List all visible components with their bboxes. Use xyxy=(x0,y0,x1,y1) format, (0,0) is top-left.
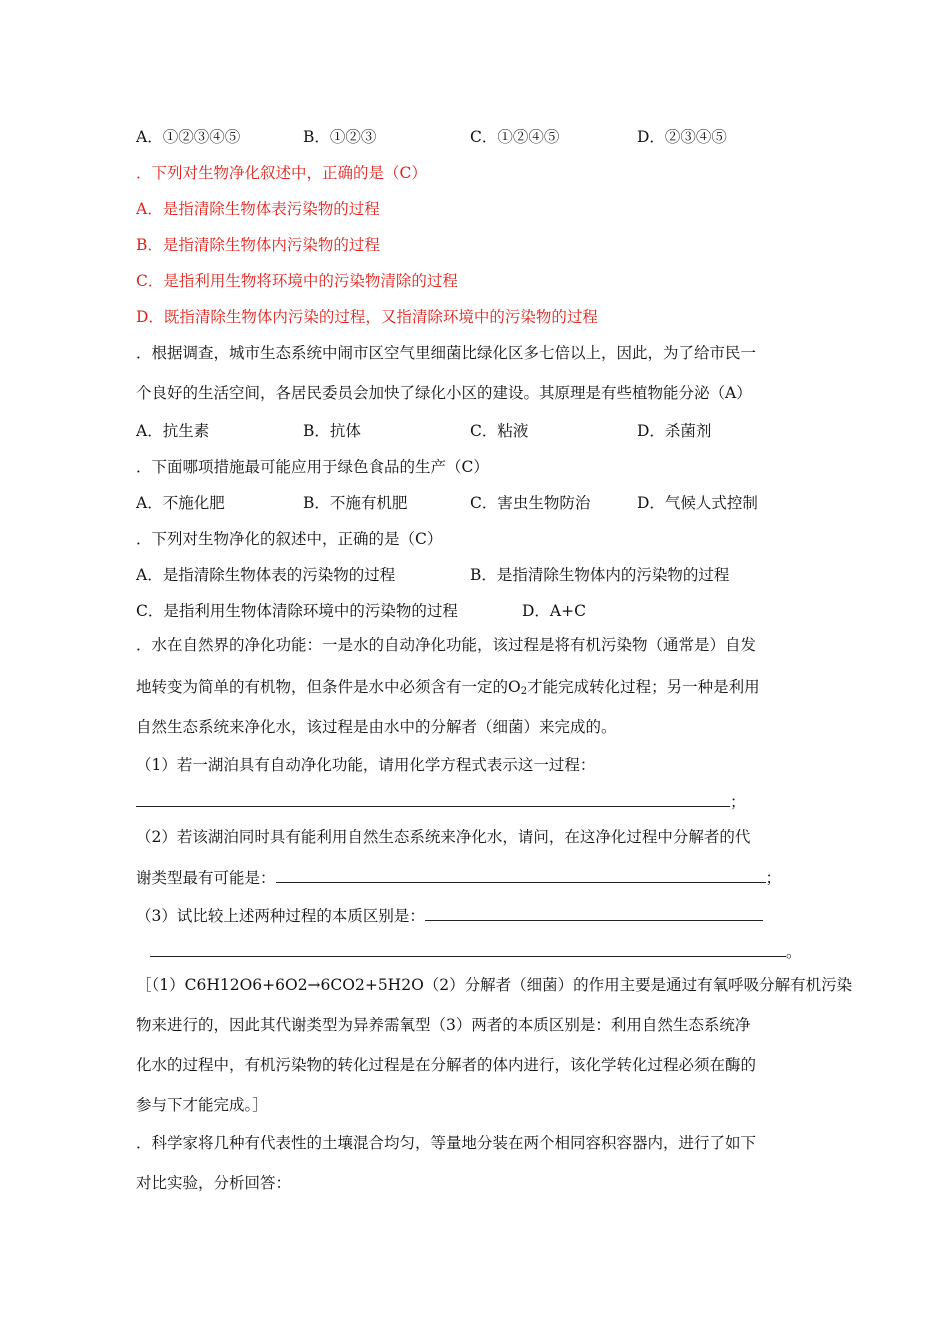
q5-answer-line-1 xyxy=(136,790,746,813)
q5-stem-line3: 自然生态系统来净化水，该过程是由水中的分解者（细菌）来完成的。 xyxy=(136,718,617,736)
q3-option-d: D．气候人式控制 xyxy=(637,494,758,512)
q2-option-b: B．抗体 xyxy=(303,422,361,440)
q5-sub3-label: （3）试比较上述两种过程的本质区别是： xyxy=(136,907,425,925)
q5-stem-line2 xyxy=(136,676,760,703)
q5-answer-text-4: 参与下才能完成。］ xyxy=(136,1096,268,1114)
q4-option-b: B．是指清除生物体内的污染物的过程 xyxy=(470,566,730,584)
q3-stem: ．下面哪项措施最可能应用于绿色食品的生产（C） xyxy=(136,458,489,476)
q2-option-d: D．杀菌剂 xyxy=(637,422,712,440)
q5-end-semicolon-2: ； xyxy=(765,869,782,887)
answer-blank-1[interactable] xyxy=(136,790,730,807)
q5-sub2-line1: （2）若该湖泊同时具有能利用自然生态系统来净化水，请问，在这净化过程中分解者的代 xyxy=(136,828,751,846)
q5-answer-text-3: 化水的过程中，有机污染物的转化过程是在分解者的体内进行，该化学转化过程必须在酶的 xyxy=(136,1056,757,1074)
q2-stem-line1: ．根据调查，城市生态系统中闹市区空气里细菌比绿化区多七倍以上，因此，为了给市民一 xyxy=(136,344,757,362)
q0-option-c: C．①②④⑤ xyxy=(470,128,560,146)
q0-option-d: D．②③④⑤ xyxy=(637,128,727,146)
q5-sub2-line2-label: 谢类型最有可能是： xyxy=(136,869,276,887)
q6-stem-line2: 对比实验，分析回答： xyxy=(136,1174,292,1192)
q0-option-a: A．①②③④⑤ xyxy=(136,128,241,146)
q5-stem-line2-a: 地转变为简单的有机物，但条件是水中必须含有一定的O xyxy=(136,678,521,696)
q4-stem: ．下列对生物净化的叙述中，正确的是（C） xyxy=(136,530,443,548)
q1-option-b: B．是指清除生物体内污染物的过程 xyxy=(136,236,380,254)
q3-option-c: C．害虫生物防治 xyxy=(470,494,591,512)
q4-option-d: D．A+C xyxy=(522,602,586,620)
q5-sub2-line2 xyxy=(136,866,781,889)
q1-stem: ．下列对生物净化叙述中，正确的是（C） xyxy=(136,164,427,182)
q4-option-a: A．是指清除生物体表的污染物的过程 xyxy=(136,566,396,584)
q5-stem-line2-b: 才能完成转化过程；另一种是利用 xyxy=(527,678,760,696)
q6-stem-line1: ．科学家将几种有代表性的土壤混合均匀，等量地分装在两个相同容积容器内，进行了如下 xyxy=(136,1134,757,1152)
q3-option-b: B．不施有机肥 xyxy=(303,494,408,512)
q2-stem-line2: 个良好的生活空间，各居民委员会加快了绿化小区的建设。其原理是有些植物能分泌（A） xyxy=(136,384,752,402)
q5-answer-text-1: ［（1）C6H12O6+6O2→6CO2+5H2O（2）分解者（细菌）的作用主要是通过有氧呼吸分解有机污染 xyxy=(136,976,853,994)
q4-option-c: C．是指利用生物体清除环境中的污染物的过程 xyxy=(136,602,458,620)
q5-sub3 xyxy=(136,904,763,927)
q5-end-semicolon-1: ； xyxy=(730,793,746,811)
q5-answer-text-2: 物来进行的，因此其代谢类型为异养需氧型（3）两者的本质区别是：利用自然生态系统净 xyxy=(136,1016,751,1034)
q5-stem-line1: ．水在自然界的净化功能：一是水的自动净化功能，该过程是将有机污染物（通常是）自发 xyxy=(136,636,757,654)
q5-stem-line2-sub: 2 xyxy=(520,686,528,697)
q0-option-b: B．①②③ xyxy=(303,128,377,146)
answer-blank-2[interactable] xyxy=(276,866,766,883)
q2-option-a: A．抗生素 xyxy=(136,422,210,440)
q3-option-a: A．不施化肥 xyxy=(136,494,225,512)
q1-option-d: D．既指清除生物体内污染的过程，又指清除环境中的污染物的过程 xyxy=(136,308,598,326)
q1-option-c: C．是指利用生物将环境中的污染物清除的过程 xyxy=(136,272,458,290)
answer-blank-4[interactable] xyxy=(150,940,786,957)
answer-blank-3[interactable] xyxy=(425,904,763,921)
q5-sub1: （1）若一湖泊具有自动净化功能，请用化学方程式表示这一过程： xyxy=(136,756,596,774)
q2-option-c: C．粘液 xyxy=(470,422,529,440)
q1-option-a: A．是指清除生物体表污染物的过程 xyxy=(136,200,380,218)
q5-answer-line-4 xyxy=(150,940,802,963)
q5-end-period: 。 xyxy=(786,943,802,961)
